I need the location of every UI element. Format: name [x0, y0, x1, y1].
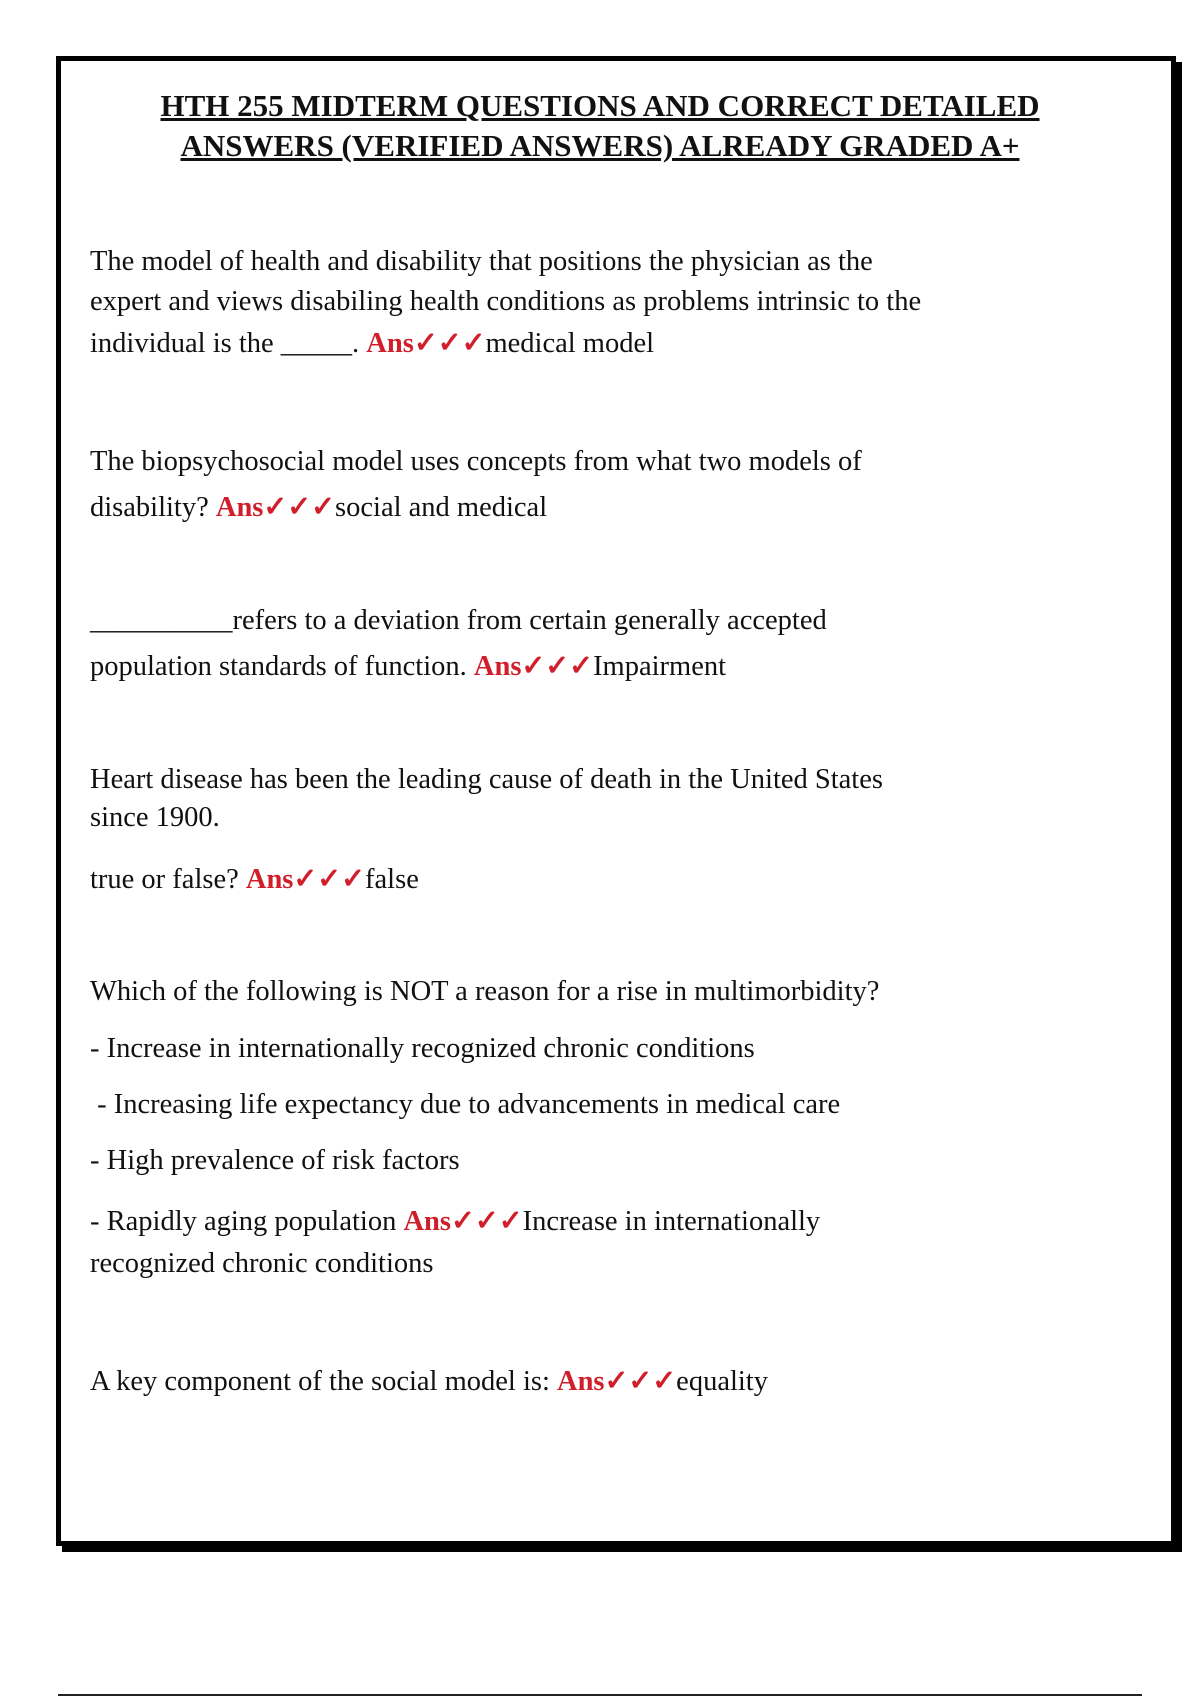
answer-text: medical model — [485, 328, 655, 359]
checkmark-icon: ✓✓✓ — [293, 864, 366, 895]
question-5-line-1: Which of the following is NOT a reason for a rise in multimorbidity? — [90, 976, 880, 1007]
question-4-line-1: Heart disease has been the leading cause of death in the United States — [90, 764, 883, 795]
answer-marker — [216, 492, 335, 523]
question-1-line-2: expert and views disabiling health conditions as problems intrinsic to the — [90, 286, 922, 317]
checkmark-icon: ✓✓✓ — [263, 492, 336, 523]
question-1 — [90, 240, 1090, 366]
option-4-text: - Rapidly aging population — [90, 1206, 404, 1237]
answer-label: Ans — [473, 651, 522, 682]
answer-label: Ans — [215, 492, 264, 523]
question-2-text: disability? — [90, 492, 216, 523]
answer-marker — [474, 651, 593, 682]
question-3-line-1: __________refers to a deviation from certain generally accepted — [90, 605, 827, 636]
question-4-line-2: since 1900. — [90, 802, 220, 833]
answer-text-line-2: recognized chronic conditions — [90, 1248, 434, 1279]
question-1-line-1: The model of health and disability that positions the physician as the — [90, 246, 873, 277]
option-3: - High prevalence of risk factors — [90, 1145, 460, 1176]
answer-marker — [366, 328, 485, 359]
checkmark-icon: ✓✓✓ — [413, 328, 486, 359]
answer-marker — [403, 1206, 522, 1237]
bottom-divider — [58, 1694, 1142, 1696]
question-4 — [90, 758, 1090, 902]
question-1-line-3 — [90, 322, 1090, 366]
answer-marker — [246, 864, 365, 895]
answer-marker — [557, 1366, 676, 1397]
question-4-line-3 — [90, 858, 1090, 902]
answer-text: equality — [676, 1366, 768, 1397]
question-3-text: population standards of function. — [90, 651, 474, 682]
option-4 — [90, 1200, 1090, 1244]
question-3-line-2 — [90, 645, 1090, 689]
answer-text-line-1: Increase in internationally — [522, 1206, 821, 1237]
answer-text: social and medical — [335, 492, 548, 523]
checkmark-icon: ✓✓✓ — [521, 651, 594, 682]
question-6-text: A key component of the social model is: — [90, 1366, 557, 1397]
document-title — [0, 86, 1200, 166]
question-2-line-1: The biopsychosocial model uses concepts from what two models of — [90, 446, 862, 477]
question-6 — [90, 1360, 1090, 1404]
answer-text: false — [365, 864, 419, 895]
answer-label: Ans — [557, 1366, 605, 1397]
question-5 — [90, 970, 1090, 1014]
question-1-text: individual is the _____. — [90, 328, 367, 359]
answer-text: Impairment — [593, 651, 727, 682]
title-line-2: ANSWERS (VERIFIED ANSWERS) ALREADY GRADED A+ — [180, 128, 1020, 163]
answer-label: Ans — [366, 328, 414, 359]
question-3 — [90, 599, 1090, 689]
question-6-line-1 — [90, 1360, 1090, 1404]
answer-label: Ans — [403, 1206, 451, 1237]
option-2: - Increasing life expectancy due to advancements in medical care — [90, 1089, 841, 1120]
checkmark-icon: ✓✓✓ — [451, 1206, 523, 1237]
option-1: - Increase in internationally recognized chronic conditions — [90, 1033, 755, 1064]
answer-label: Ans — [245, 864, 294, 895]
question-2-line-2 — [90, 486, 1090, 530]
checkmark-icon: ✓✓✓ — [604, 1366, 677, 1397]
title-line-1: HTH 255 MIDTERM QUESTIONS AND CORRECT DETAILED — [160, 88, 1040, 123]
question-4-text: true or false? — [90, 864, 246, 895]
question-2 — [90, 440, 1090, 530]
